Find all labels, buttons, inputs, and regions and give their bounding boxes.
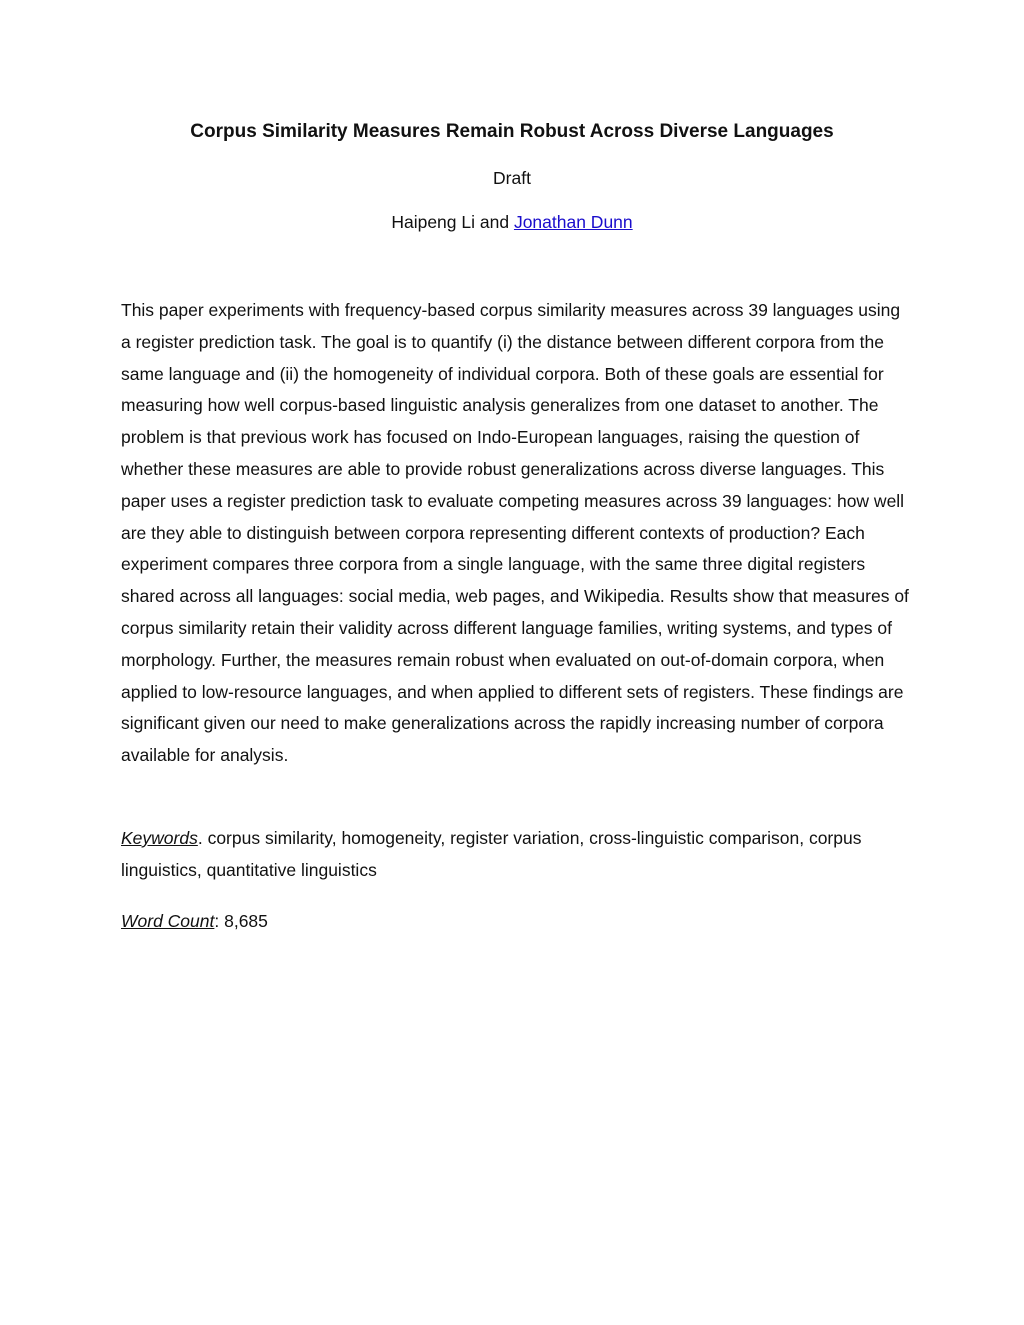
keywords-value: corpus similarity, homogeneity, register variation, cross-linguistic comparison, corpus linguistics, quantitative linguistics: [121, 828, 862, 880]
first-author: Haipeng Li: [391, 212, 475, 232]
paper-title: Corpus Similarity Measures Remain Robust Across Diverse Languages: [190, 121, 834, 142]
word-count-separator: :: [214, 911, 225, 931]
word-count-value: 8,685: [224, 911, 268, 931]
keywords-line: [121, 823, 911, 887]
keywords-label: Keywords: [121, 828, 198, 848]
second-author-link[interactable]: Jonathan Dunn: [513, 212, 633, 232]
word-count-line: [121, 906, 911, 938]
author-line: [0, 211, 1024, 233]
keywords-separator: .: [197, 828, 208, 848]
word-count-label: Word Count: [121, 911, 215, 931]
draft-label: Draft: [493, 168, 531, 188]
author-joiner: and: [475, 212, 514, 232]
abstract-paragraph: This paper experiments with frequency-based corpus similarity measures across 39 languages using a register prediction task. The goal is to quantify (i) the distance between different corpora from the same language and (ii) the homogeneity of individual corpora. Both of these goals are essential for measuring how well corpus-based linguistic analysis generalizes from one dataset to another. The problem is that previous work has focused on Indo-European languages, raising the question of whether these measures are able to provide robust generalizations across diverse languages. This paper uses a register prediction task to evaluate competing measures across 39 languages: how well are they able to distinguish between corpora representing different contexts of production? Each experiment compares three corpora from a single language, with the same three digital registers shared across all languages: social media, web pages, and Wikipedia. Results show that measures of corpus similarity retain their validity across different language families, writing systems, and types of morphology. Further, the measures remain robust when evaluated on out-of-domain corpora, when applied to low-resource languages, and when applied to different sets of registers. These findings are significant given our need to make generalizations across the rapidly increasing number of corpora available for analysis.: [121, 300, 909, 766]
